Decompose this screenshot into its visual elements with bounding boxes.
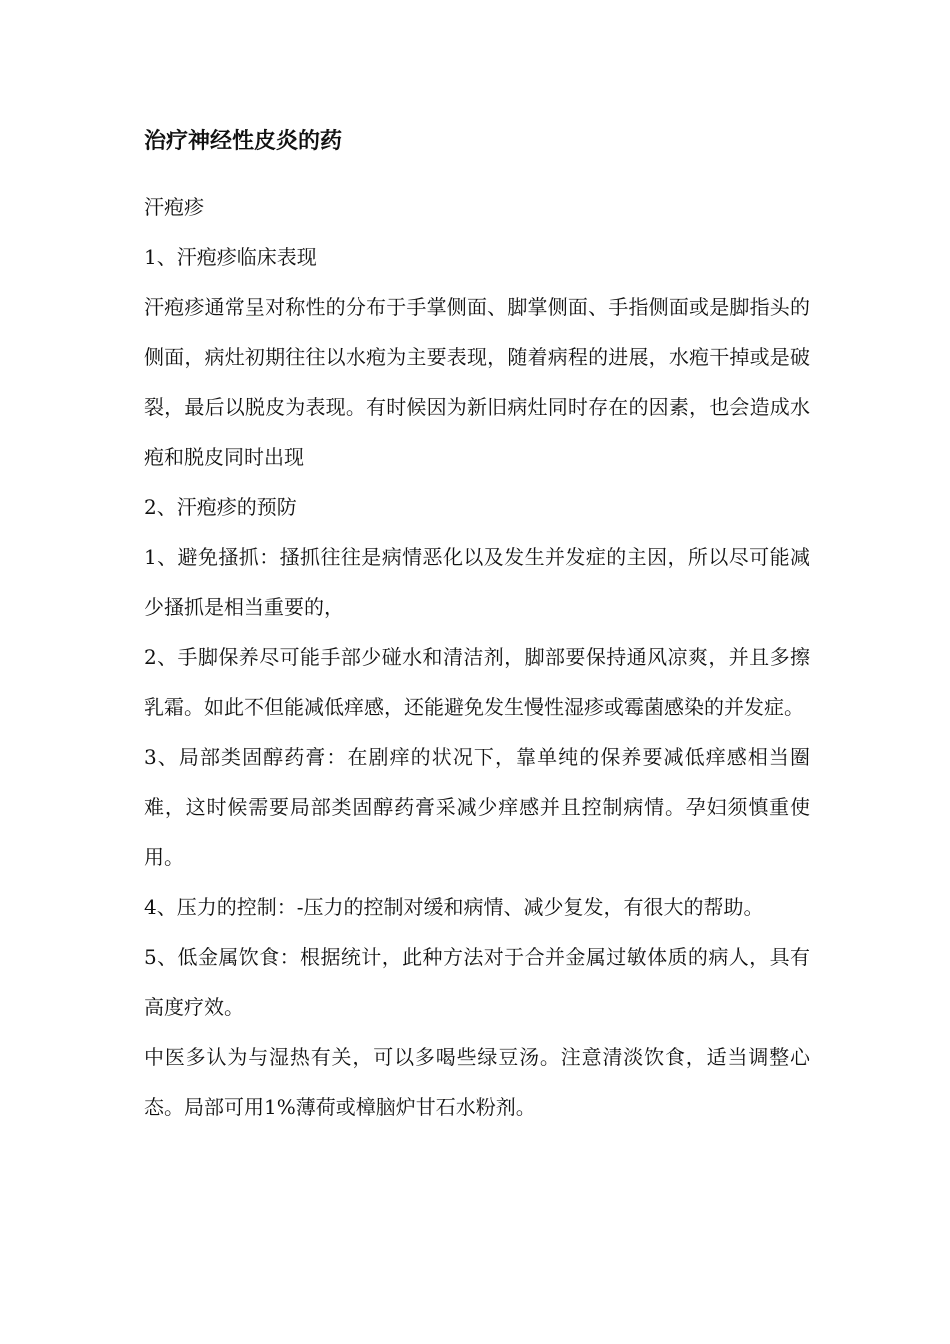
paragraph-clinical-description: 汗疱疹通常呈对称性的分布于手掌侧面、脚掌侧面、手指侧面或是脚指头的侧面，病灶初期往往以水疱为主要表现，随着病程的进展，水疱干掉或是破裂，最后以脱皮为表现。有时候因为新旧病灶同时存在的因素，也会造成水疱和脱皮同时出现: [144, 295, 810, 469]
paragraph-low-metal-diet: 5、低金属饮食：根据统计，此种方法对于合并金属过敏体质的病人，具有高度疗效。: [144, 945, 810, 1019]
subheading-clinical-presentation: 1、汗疱疹临床表现: [144, 245, 317, 269]
paragraph-avoid-scratching: 1、避免搔抓：搔抓往往是病情恶化以及发生并发症的主因，所以尽可能减少搔抓是相当重要的，: [144, 545, 810, 619]
subheading-prevention: 2、汗疱疹的预防: [144, 495, 297, 519]
section-heading-dyshidrosis: 汗疱疹: [144, 195, 204, 219]
document-title: 治疗神经性皮炎的药: [144, 129, 343, 154]
paragraph-topical-steroids: 3、局部类固醇药膏：在剧痒的状况下，靠单纯的保养要减低痒感相当圈难，这时候需要局部类固醇药膏采减少痒感并且控制病情。孕妇须慎重使用。: [144, 745, 810, 869]
paragraph-stress-control: 4、压力的控制：-压力的控制对缓和病情、减少复发，有很大的帮助。: [144, 895, 764, 919]
document-body: [144, 122, 810, 1132]
paragraph-hand-foot-care: 2、手脚保养尽可能手部少碰水和清洁剂，脚部要保持通风凉爽，并且多擦乳霜。如此不但能减低痒感，还能避免发生慢性湿疹或霉菌感染的并发症。: [144, 645, 810, 719]
paragraph-tcm-advice: 中医多认为与湿热有关，可以多喝些绿豆汤。注意清淡饮食，适当调整心态。局部可用1%薄荷或樟脑炉甘石水粉剂。: [144, 1045, 810, 1119]
